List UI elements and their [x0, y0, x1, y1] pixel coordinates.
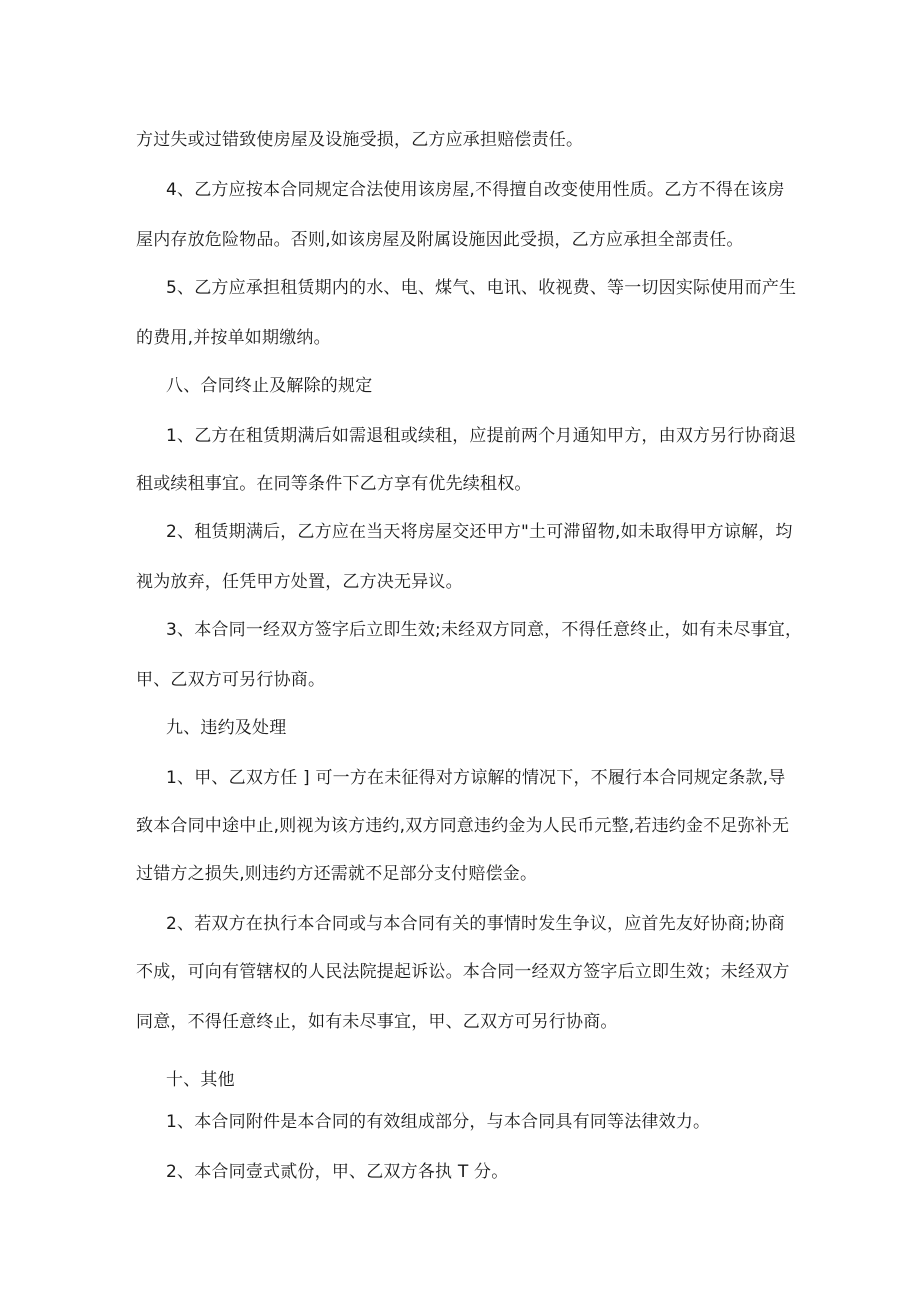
clause-9-1-line-2: 致本合同中途中止,则视为该方违约,双方同意违约金为人民币元整,若违约金不足弥补无	[136, 816, 790, 836]
clause-8-1-line-1: 1、乙方在租赁期满后如需退租或续租，应提前两个月通知甲方，由双方另行协商退	[166, 426, 797, 446]
clause-9-2-line-1: 2、若双方在执行本合同或与本合同有关的事情时发生争议，应首先友好协商;协商	[166, 914, 785, 934]
clause-7-4-line-2: 屋内存放危险物品。否则,如该房屋及附属设施因此受损，乙方应承担全部责任。	[136, 230, 744, 250]
clause-10-1-line-1: 1、本合同附件是本合同的有效组成部分，与本合同具有同等法律效力。	[166, 1112, 711, 1132]
clause-9-2-line-3: 同意，不得任意终止，如有未尽事宜，甲、乙双方可另行协商。	[136, 1012, 618, 1032]
clause-8-1-line-2: 租或续租事宜。在同等条件下乙方享有优先续租权。	[136, 474, 532, 494]
clause-10-2-line-1: 2、本合同壹式贰份，甲、乙双方各执 T 分。	[166, 1162, 509, 1182]
clause-8-3-line-2: 甲、乙双方可另行协商。	[136, 670, 326, 690]
clause-7-5-line-1: 5、乙方应承担租赁期内的水、电、煤气、电讯、收视费、等一切因实际使用而产生	[166, 278, 797, 298]
clause-7-4-line-1: 4、乙方应按本合同规定合法使用该房屋,不得擅自改变使用性质。乙方不得在该房	[166, 180, 785, 200]
section-8-heading: 八、合同终止及解除的规定	[166, 376, 373, 396]
section-9-heading: 九、违约及处理	[166, 718, 287, 738]
section-10-heading: 十、其他	[166, 1070, 235, 1090]
clause-9-1-line-1: 1、甲、乙双方任 ] 可一方在未征得对方谅解的情况下，不履行本合同规定条款,导	[166, 768, 786, 788]
clause-9-1-line-3: 过错方之损失,则违约方还需就不足部分支付赔偿金。	[136, 864, 538, 884]
clause-7-5-line-2: 的费用,并按单如期缴纳。	[136, 328, 331, 348]
clause-9-2-line-2: 不成，可向有管辖权的人民法院提起诉讼。本合同一经双方签字后立即生效；未经双方	[136, 962, 790, 982]
clause-8-3-line-1: 3、本合同一经双方签字后立即生效;未经双方同意，不得任意终止，如有未尽事宜，	[166, 620, 803, 640]
text-line: 方过失或过错致使房屋及设施受损，乙方应承担赔偿责任。	[136, 130, 584, 150]
clause-8-2-line-2: 视为放弃，任凭甲方处置，乙方决无异议。	[136, 572, 463, 592]
clause-8-2-line-1: 2、租赁期满后，乙方应在当天将房屋交还甲方"土可滞留物,如未取得甲方谅解，均	[166, 522, 793, 542]
